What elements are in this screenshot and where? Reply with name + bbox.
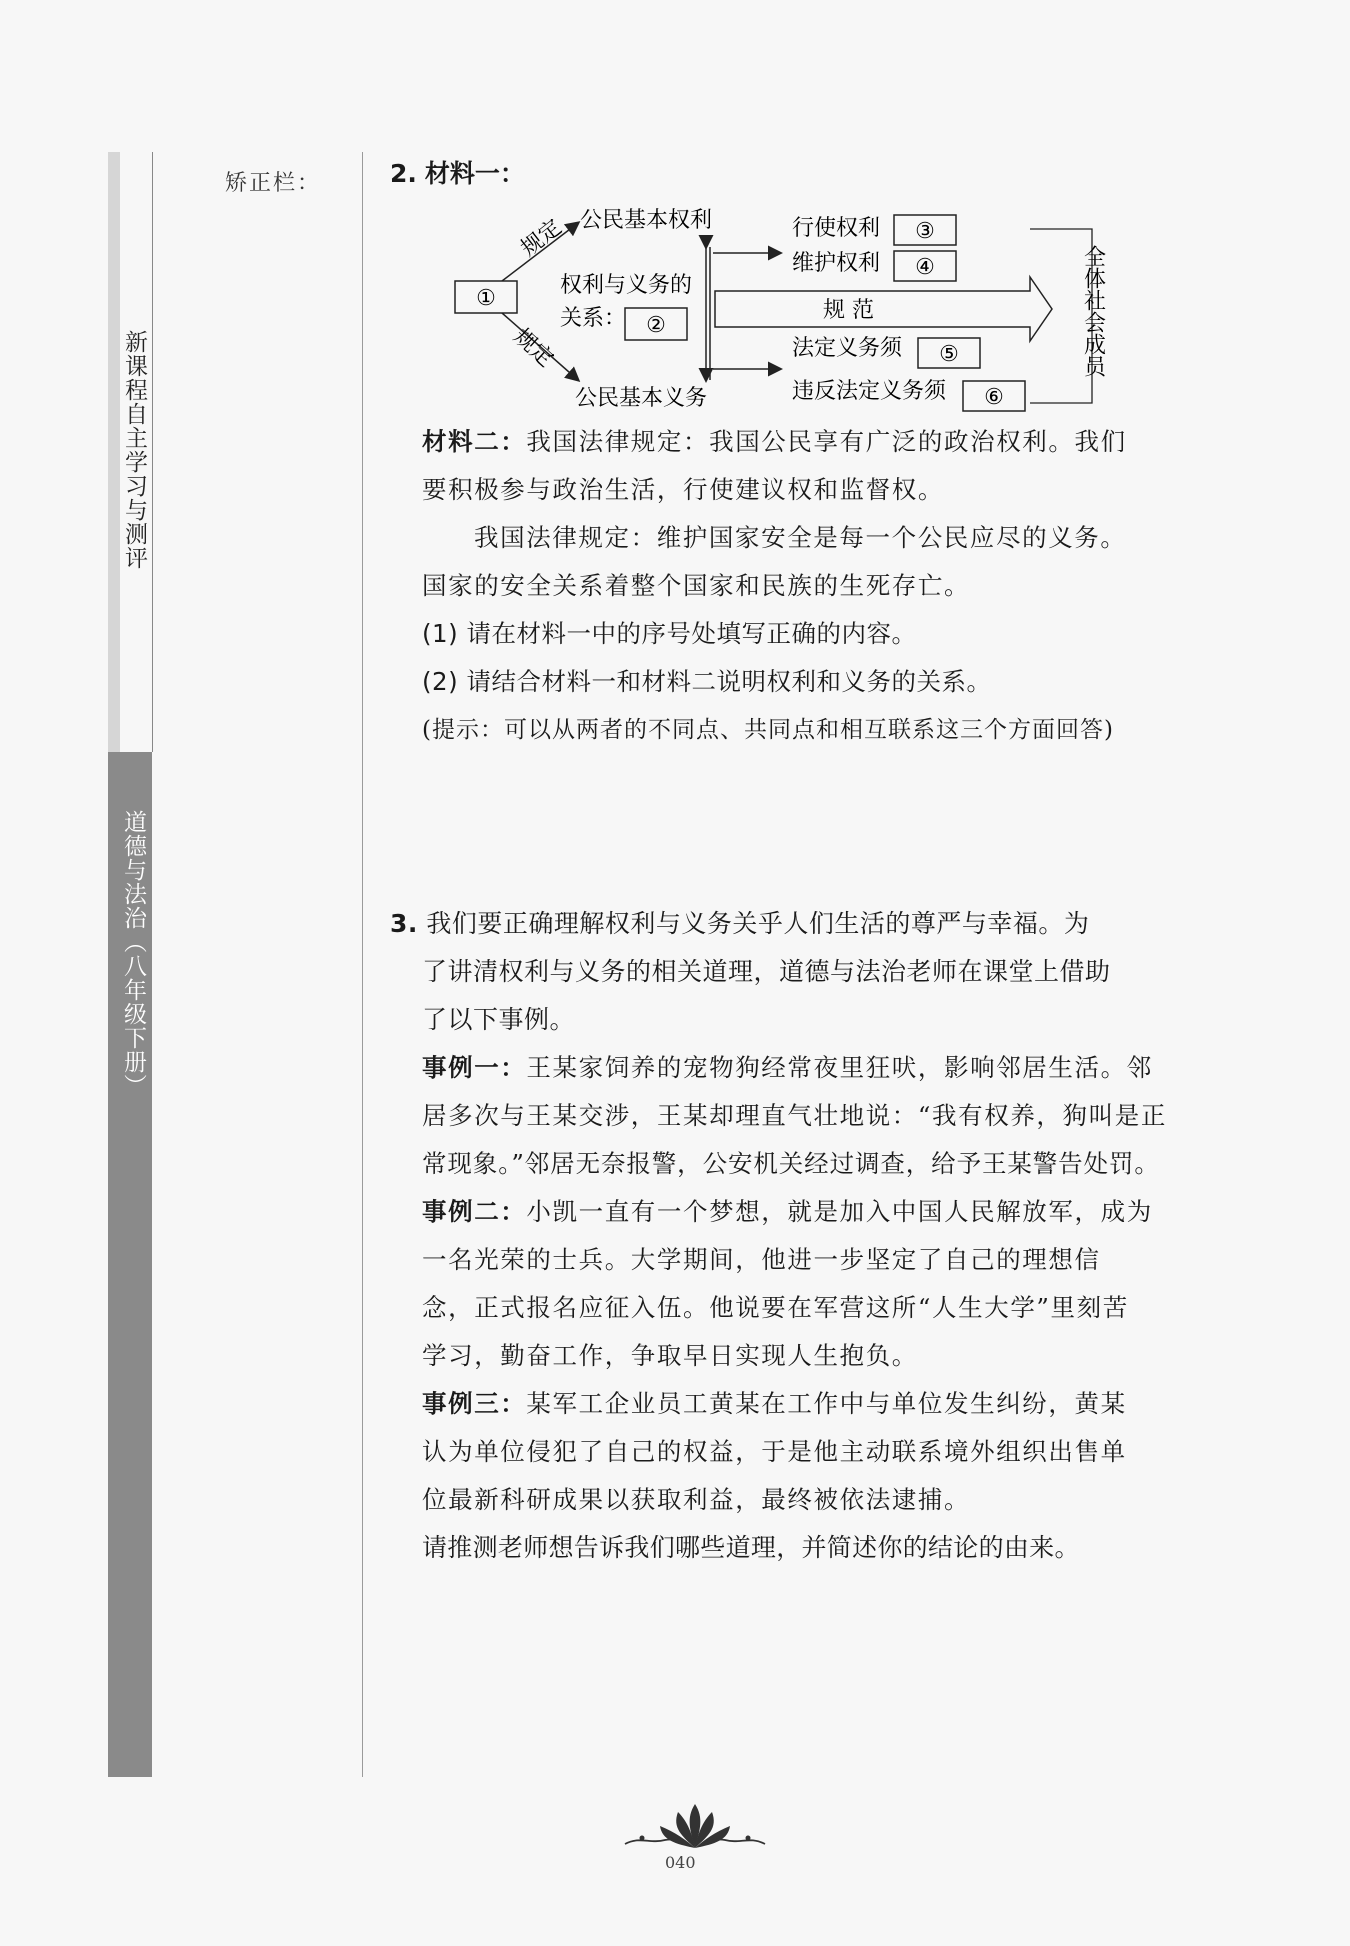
case-1-line-2: 居多次与王某交涉，王某却理直气壮地说：“我有权养，狗叫是正 — [422, 1101, 1167, 1130]
question-2-heading — [390, 154, 525, 190]
answer-box-3-label: ③ — [915, 219, 935, 244]
rights-duties-diagram — [440, 205, 1140, 420]
protect-rights-label: 维护权利 — [792, 251, 881, 276]
answer-box-4-label: ④ — [915, 255, 935, 280]
answer-box-5-label: ⑤ — [939, 342, 959, 367]
case-2-line-4: 学习，勤奋工作，争取早日实现人生抱负。 — [422, 1341, 918, 1370]
case-3-line-1 — [422, 1380, 1127, 1428]
hint-text: (提示：可以从两者的不同点、共同点和相互联系这三个方面回答) — [422, 717, 1114, 743]
question-number: 3. — [390, 909, 418, 938]
case-1-label: 事例一： — [422, 1053, 527, 1082]
case-2-line-1 — [422, 1188, 1153, 1236]
basic-rights-label: 公民基本权利 — [580, 208, 713, 233]
case-1-text-1: 王某家饲养的宠物狗经常夜里狂吠，影响邻居生活。邻 — [526, 1053, 1153, 1082]
question-3-intro-text-1: 我们要正确理解权利与义务关乎人们生活的尊严与幸福。为 — [426, 909, 1090, 938]
material-2-label: 材料二： — [422, 427, 527, 456]
correction-column-label: 矫正栏： — [225, 171, 322, 196]
rule-label-lower: 规定 — [508, 324, 558, 373]
exercise-rights-label: 行使权利 — [792, 216, 881, 241]
material-2-line-1 — [422, 418, 1127, 466]
relation-label-line2: 关系： — [560, 306, 627, 331]
violate-duty-label: 违反法定义务须 — [792, 379, 947, 404]
case-3-label: 事例三： — [422, 1389, 527, 1418]
case-1-line-3: 常现象。”邻居无奈报警，公安机关经过调查，给予王某警告处罚。 — [422, 1149, 1160, 1178]
answer-box-6-label: ⑥ — [984, 385, 1004, 410]
norm-label: 规 范 — [823, 298, 874, 323]
norm-arrow — [715, 277, 1052, 341]
basic-duties-label: 公民基本义务 — [575, 386, 708, 411]
question-3-intro-line-2: 了讲清权利与义务的相关道理，道德与法治老师在课堂上借助 — [422, 957, 1111, 986]
answer-box-1-label: ① — [476, 286, 496, 311]
floral-ornament-icon — [620, 1800, 770, 1852]
question-3-intro-line-1 — [390, 900, 1089, 948]
case-2-line-2: 一名光荣的士兵。大学期间，他进一步坚定了自己的理想信 — [422, 1245, 1101, 1274]
question-3-prompt: 请推测老师想告诉我们哪些道理，并简述你的结论的由来。 — [422, 1533, 1080, 1562]
material-2-line-3: 我国法律规定：维护国家安全是每一个公民应尽的义务。 — [474, 523, 1127, 552]
answer-box-2-label: ② — [646, 313, 666, 338]
case-3-text-1: 某军工企业员工黄某在工作中与单位发生纠纷，黄某 — [526, 1389, 1127, 1418]
case-3-line-3: 位最新科研成果以获取利益，最终被依法逮捕。 — [422, 1485, 971, 1514]
case-2-label: 事例二： — [422, 1197, 527, 1226]
legal-duty-label: 法定义务须 — [792, 336, 903, 361]
sub-question-1: (1) 请在材料一中的序号处填写正确的内容。 — [422, 619, 917, 648]
page-number: 040 — [665, 1853, 696, 1872]
sub-question-2: (2) 请结合材料一和材料二说明权利和义务的关系。 — [422, 667, 992, 696]
relation-label-line1: 权利与义务的 — [560, 273, 693, 298]
case-3-line-2: 认为单位侵犯了自己的权益，于是他主动联系境外组织出售单 — [422, 1437, 1127, 1466]
material-2-line-2: 要积极参与政治生活，行使建议权和监督权。 — [422, 475, 944, 504]
question-number: 2. — [390, 159, 417, 188]
case-2-text-1: 小凯一直有一个梦想，就是加入中国人民解放军，成为 — [526, 1197, 1153, 1226]
correction-column-rule — [362, 152, 363, 1777]
all-members-label: 全体社会成员 — [1080, 245, 1106, 377]
material-1-label: 材料一： — [424, 159, 525, 188]
book-title: 道德与法治（八年级下册） — [120, 810, 146, 1098]
case-1-line-1 — [422, 1044, 1153, 1092]
material-2-text-1: 我国法律规定：我国公民享有广泛的政治权利。我们 — [526, 427, 1127, 456]
case-2-line-3: 念，正式报名应征入伍。他说要在军营这所“人生大学”里刻苦 — [422, 1293, 1129, 1322]
material-2-line-4: 国家的安全关系着整个国家和民族的生死存亡。 — [422, 571, 971, 600]
question-3-intro-line-3: 了以下事例。 — [422, 1005, 576, 1034]
series-title: 新课程自主学习与测评 — [121, 330, 147, 570]
rule-label-upper: 规定 — [516, 214, 567, 262]
